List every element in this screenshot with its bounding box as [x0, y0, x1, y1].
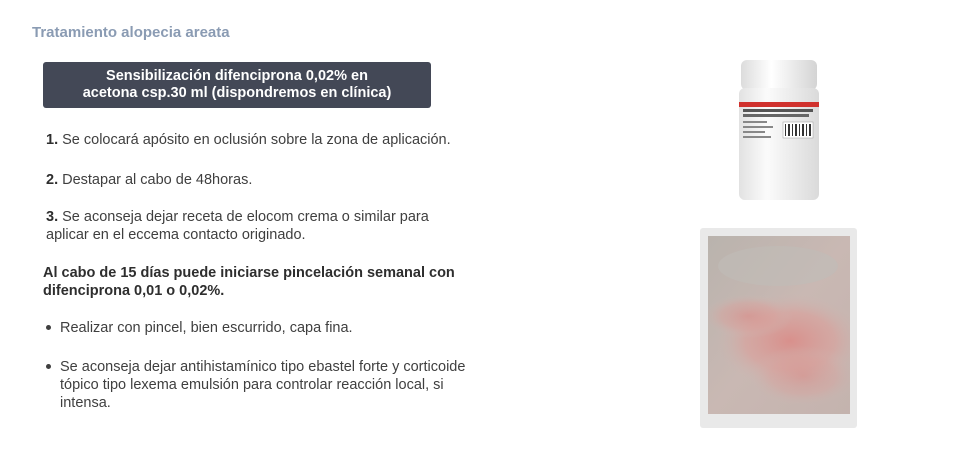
step-3	[46, 208, 526, 244]
page-title: Tratamiento alopecia areata	[32, 24, 230, 41]
step-number: 1.	[46, 132, 59, 148]
step-text: Se colocará apósito en oclusión sobre la zona de aplicación.	[58, 132, 451, 148]
followup-line-1: Al cabo de 15 días puede iniciarse pincelación semanal con	[43, 265, 455, 281]
skin-reaction-photo	[708, 236, 850, 414]
step-1	[46, 131, 526, 149]
bullet-line: Realizar con pincel, bien escurrido, capa fina.	[60, 320, 353, 336]
banner-line-2: acetona csp.30 ml (dispondremos en clínica)	[82, 85, 392, 101]
step-text: Destapar al cabo de 48horas.	[58, 172, 253, 188]
bullet-item-2	[46, 358, 550, 412]
bullet-dot-icon	[46, 325, 51, 330]
bullet-line: tópico tipo lexema emulsión para controlar reacción local, si	[60, 377, 444, 393]
banner-line-1: Sensibilización difenciprona 0,02% en	[106, 67, 368, 84]
highlight-banner	[43, 62, 431, 108]
product-jar-image	[733, 56, 825, 206]
bullet-line: intensa.	[60, 395, 111, 411]
skin-photo-frame	[700, 228, 857, 428]
followup-line-2: difenciprona 0,01 o 0,02%.	[43, 283, 225, 299]
bullet-dot-icon	[46, 364, 51, 369]
step-text: Se aconseja dejar receta de elocom crema o similar para	[58, 209, 429, 225]
step-text-continued: aplicar en el eccema contacto originado.	[46, 227, 306, 243]
bullet-item-1	[46, 319, 550, 337]
bullet-line: Se aconseja dejar antihistamínico tipo ebastel forte y corticoide	[60, 359, 466, 375]
step-number: 3.	[46, 209, 59, 225]
followup-paragraph	[43, 264, 523, 300]
step-2	[46, 171, 526, 189]
step-number: 2.	[46, 172, 59, 188]
